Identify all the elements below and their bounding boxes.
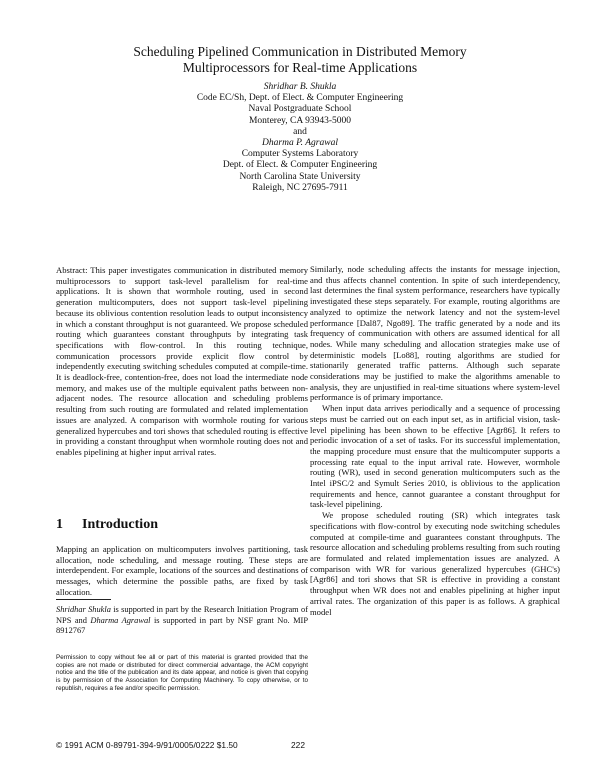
author-2-affiliation-4: Raleigh, NC 27695-7911 xyxy=(252,182,348,193)
author-2-name: Dharma P. Agrawal xyxy=(262,138,338,149)
author-2-affiliation-3: North Carolina State University xyxy=(239,171,361,182)
author-conjunction: and xyxy=(293,126,307,137)
funding-name-1: Shridhar Shukla xyxy=(56,605,111,614)
right-paragraph-3: We propose scheduled routing (SR) which integrates task specifications with flow-control by executing node switching schedules computed at compile-time and guarantees constant throughputs. The resource allocation and scheduling problems resulting from such routing are formulated and related implementation issues are analyzed. A comparison with WR for various generalized hypercubes (GHC's) [Agr86] and tori shows that SR is effective in providing a constant throughput when WR does not and enables pipelining at higher input arrival rates. The organization of this paper is as follows. A graphical model xyxy=(310,510,560,617)
author-1-affiliation-3: Monterey, CA 93943-5000 xyxy=(248,115,352,126)
section-heading xyxy=(56,517,158,533)
paper-title xyxy=(60,44,540,76)
funding-text-2: is supported in part by NSF grant No. MIP 8912767 xyxy=(56,615,308,636)
author-block xyxy=(150,82,450,194)
right-paragraph-1: Similarly, node scheduling affects the instants for message injection, and thus affects channel contention. In spite of such interdependency, last determines the final system performance, researchers have typically investigated these steps separately. For example, routing algorithms are analyzed to optimize the network latency and not the system-level performance [Dal87, Ngo89]. The traffic generated by a node and its frequency of communication with others are assumed identical for all nodes. While many scheduling and allocation strategies make use of deterministic models [Lo88], routing algorithms are studied for stationarily generated traffic patterns. Although such separate considerations may be justified to make the algorithms amenable to analysis, they are unjustified in real-time situations where system-level performance is of primary importance. xyxy=(310,264,560,403)
author-1-affiliation-2: Naval Postgraduate School xyxy=(248,104,352,115)
introduction-text: Mapping an application on multicomputers involves partitioning, task allocation, node scheduling, and message routing. These steps are interdependent. For example, locations of the sources and destinations of messages, which determine the possible paths, are fixed by task allocation. xyxy=(56,544,308,597)
title-line-1: Scheduling Pipelined Communication in Distributed Memory xyxy=(133,44,467,59)
author-1-name: Shridhar B. Shukla xyxy=(263,82,337,92)
abstract-text: This paper investigates communication in distributed memory multiprocessors to support task-level parallelism for real-time applications. It is shown that wormhole routing, used in second generation multicomputers, does not support task-level pipelining because its oblivious contention resolution leads to output inconsistency in which a constant throughput is not guaranteed. We propose scheduled routing which guarantees constant throughputs by integrating task specifications with flow-control. In this routing technique, communication processors provide explicit flow control by independently executing switching schedules computed at compile-time. It is deadlock-free, contention-free, does not load the intermediate node memory, and makes use of the multiple equivalent paths between non-adjacent nodes. The resource allocation and scheduling problems resulting from such routing are formulated and related implementation issues are analyzed. A comparison with wormhole routing for various generalized hypercubes and tori shows that scheduled routing is effective in providing a constant throughput when wormhole routing does not and enables pipelining at higher input arrival rates. xyxy=(56,265,308,457)
abstract-label: Abstract: xyxy=(56,265,88,275)
right-column xyxy=(310,264,560,617)
copyright-line: © 1991 ACM 0-89791-394-9/91/0005/0222 $1.50 xyxy=(56,740,238,750)
abstract xyxy=(56,265,308,458)
permission-notice xyxy=(56,654,308,693)
author-2-affiliation-1: Computer Systems Laboratory xyxy=(241,149,359,160)
author-1-affiliation-1: Code EC/Sh, Dept. of Elect. & Computer Engineering xyxy=(196,93,404,104)
section-title: Introduction xyxy=(82,517,158,532)
funding-footnote xyxy=(56,605,308,637)
section-number: 1 xyxy=(56,517,63,532)
funding-text-1: is supported in part by the Research Initiation Program of NPS and xyxy=(56,605,308,625)
footnote-rule xyxy=(56,599,111,600)
right-paragraph-2: When input data arrives periodically and a sequence of processing steps must be carried out on each input set, as in artificial vision, task-level pipelining has been shown to be effective [Agr86]. It refers to periodic invocation of a set of tasks. For its successful implementation, the mapping procedure must ensure that the multicomputer supports a processing rate equal to the input arrival rate. However, wormhole routing (WR), used in second generation multicomputers such as the Intel iPSC/2 and Symult Series 2010, is oblivious to the application requirements and hence, cannot guarantee a constant throughput for task-level pipelining. xyxy=(310,403,560,510)
page-footer xyxy=(56,740,356,750)
page-number: 222 xyxy=(291,740,305,750)
permission-text: Permission to copy without fee all or part of this material is granted provided that the copies are not made or distributed for direct commercial advantage, the ACM copyright notice and the title of the publication and its date appear, and notice is given that copying is by permission of the Association for Computing Machinery. To copy otherwise, or to republish, requires a fee and/or specific permission. xyxy=(56,654,308,692)
introduction-paragraph xyxy=(56,544,308,598)
title-line-2: Multiprocessors for Real-time Applications xyxy=(182,60,418,75)
author-2-affiliation-2: Dept. of Elect. & Computer Engineering xyxy=(222,160,378,171)
funding-name-2: Dharma Agrawal xyxy=(90,615,151,625)
